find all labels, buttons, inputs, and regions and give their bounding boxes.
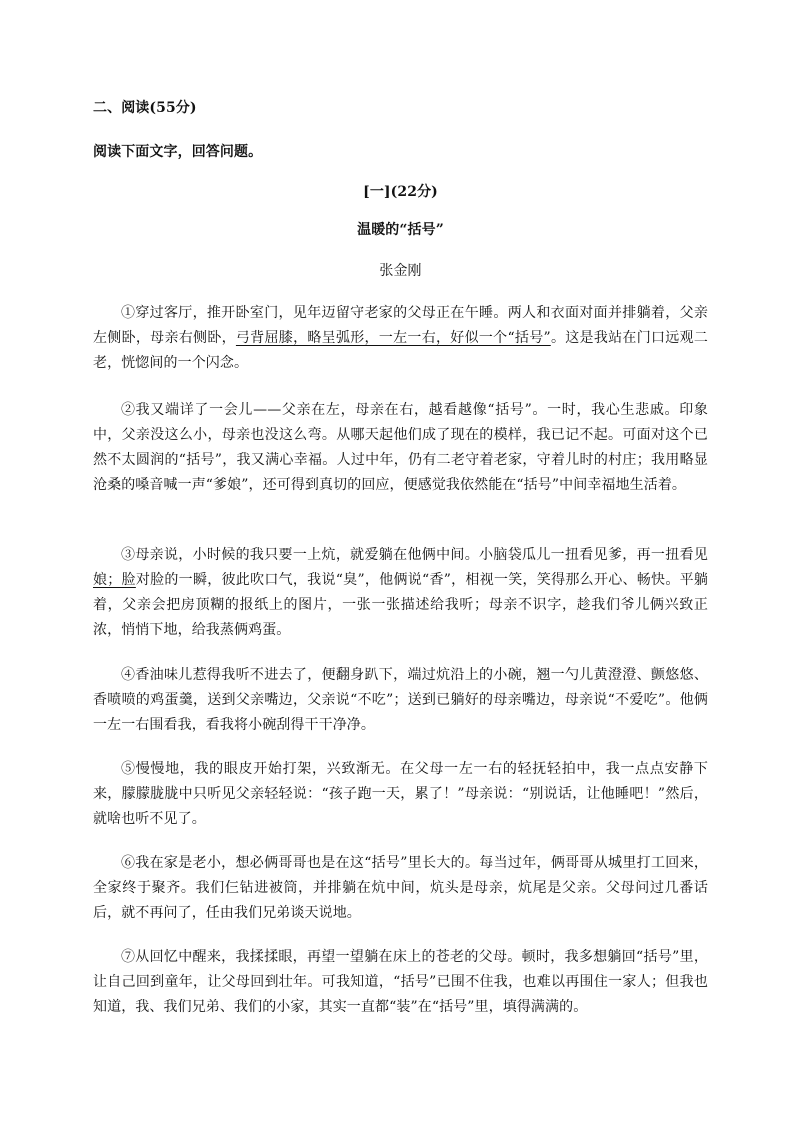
paragraph-6: ⑥我在家是老小，想必俩哥哥也是在这“括号”里长大的。每当过年，俩哥哥从城里打工回来，全家终于聚齐。我们仨钻进被筒，并排躺在炕中间，炕头是母亲，炕尾是父亲。父母问过几番话后，就不再问了，任由我们兄弟谈天说地。 bbox=[93, 855, 708, 921]
paragraph-3-text-before: ③母亲说，小时候的我只要一上炕，就爱躺在他俩中间。小脑袋瓜儿一扭看见爹，再一扭看见 bbox=[121, 547, 708, 563]
paragraph-4: ④香油味儿惹得我听不进去了，便翻身趴下，端过炕沿上的小碗，翘一勺儿黄澄澄、颤悠悠、香喷喷的鸡蛋羹，送到父亲嘴边，父亲说“不吃”；送到已躺好的母亲嘴边，母亲说“不爱吃”。他俩一左一右围看我，看我将小碗刮得干干净净。 bbox=[93, 667, 708, 733]
reading-instruction: 阅读下面文字，回答问题。 bbox=[93, 144, 263, 160]
part-title: [一](22分) bbox=[363, 184, 438, 200]
paragraph-3 bbox=[93, 543, 708, 643]
section-title: 二、阅读(55分) bbox=[93, 100, 197, 116]
paragraph-5: ⑤慢慢地，我的眼皮开始打架，兴致渐无。在父母一左一右的轻抚轻拍中，我一点点安静下来，朦朦胧胧中只听见父亲轻轻说：“孩子跑一天，累了！”母亲说：“别说话，让他睡吧！”然后，就啥也听不见了。 bbox=[93, 761, 708, 827]
paragraph-1 bbox=[93, 301, 708, 376]
paragraph-1-text-after: 。这是我站在门口远观二老，恍惚间的一个闪念。 bbox=[93, 330, 708, 371]
article-author: 张金刚 bbox=[379, 263, 422, 279]
paragraph-1-underlined-text: 弓背屈膝，略呈弧形，一左一右，好似一个“括号” bbox=[235, 330, 551, 346]
paragraph-7: ⑦从回忆中醒来，我揉揉眼，再望一望躺在床上的苍老的父母。顿时，我多想躺回“括号”里，让自己回到童年，让父母回到壮年。可我知道，“括号”已围不住我，也难以再围住一家人；但我也知道，我、我们兄弟、我们的小家，其实一直都“装”在“括号”里，填得满满的。 bbox=[93, 949, 708, 1015]
paragraph-2: ②我又端详了一会儿——父亲在左，母亲在右，越看越像“括号”。一时，我心生悲戚。印象中，父亲没这么小，母亲也没这么弯。从哪天起他们成了现在的模样，我已记不起。可面对这个已然不太圆润的“括号”，我又满心幸福。人过中年，仍有二老守着老家，守着儿时的村庄；我用略显沧桑的嗓音喊一声“爹娘”，还可得到真切的回应，便感觉我依然能在“括号”中间幸福地生活着。 bbox=[93, 402, 708, 493]
article-title: 温暖的“括号” bbox=[357, 222, 444, 238]
paragraph-3-underlined-text: 娘；脸 bbox=[93, 572, 136, 588]
paragraph-3-text-after: 对脸的一瞬，彼此吹口气，我说“臭”，他俩说“香”，相视一笑，笑得那么开心、畅快。平躺着，父亲会把房顶糊的报纸上的图片，一张一张描述给我听；母亲不识字，趁我们爷儿俩兴致正浓，悄悄下地，给我蒸俩鸡蛋。 bbox=[93, 572, 708, 638]
paragraph-1-text-before: ①穿过客厅，推开卧室门，见年迈留守老家的父母正在午睡。两人和衣面对面并排躺着，父亲左侧卧，母亲右侧卧， bbox=[93, 305, 708, 346]
